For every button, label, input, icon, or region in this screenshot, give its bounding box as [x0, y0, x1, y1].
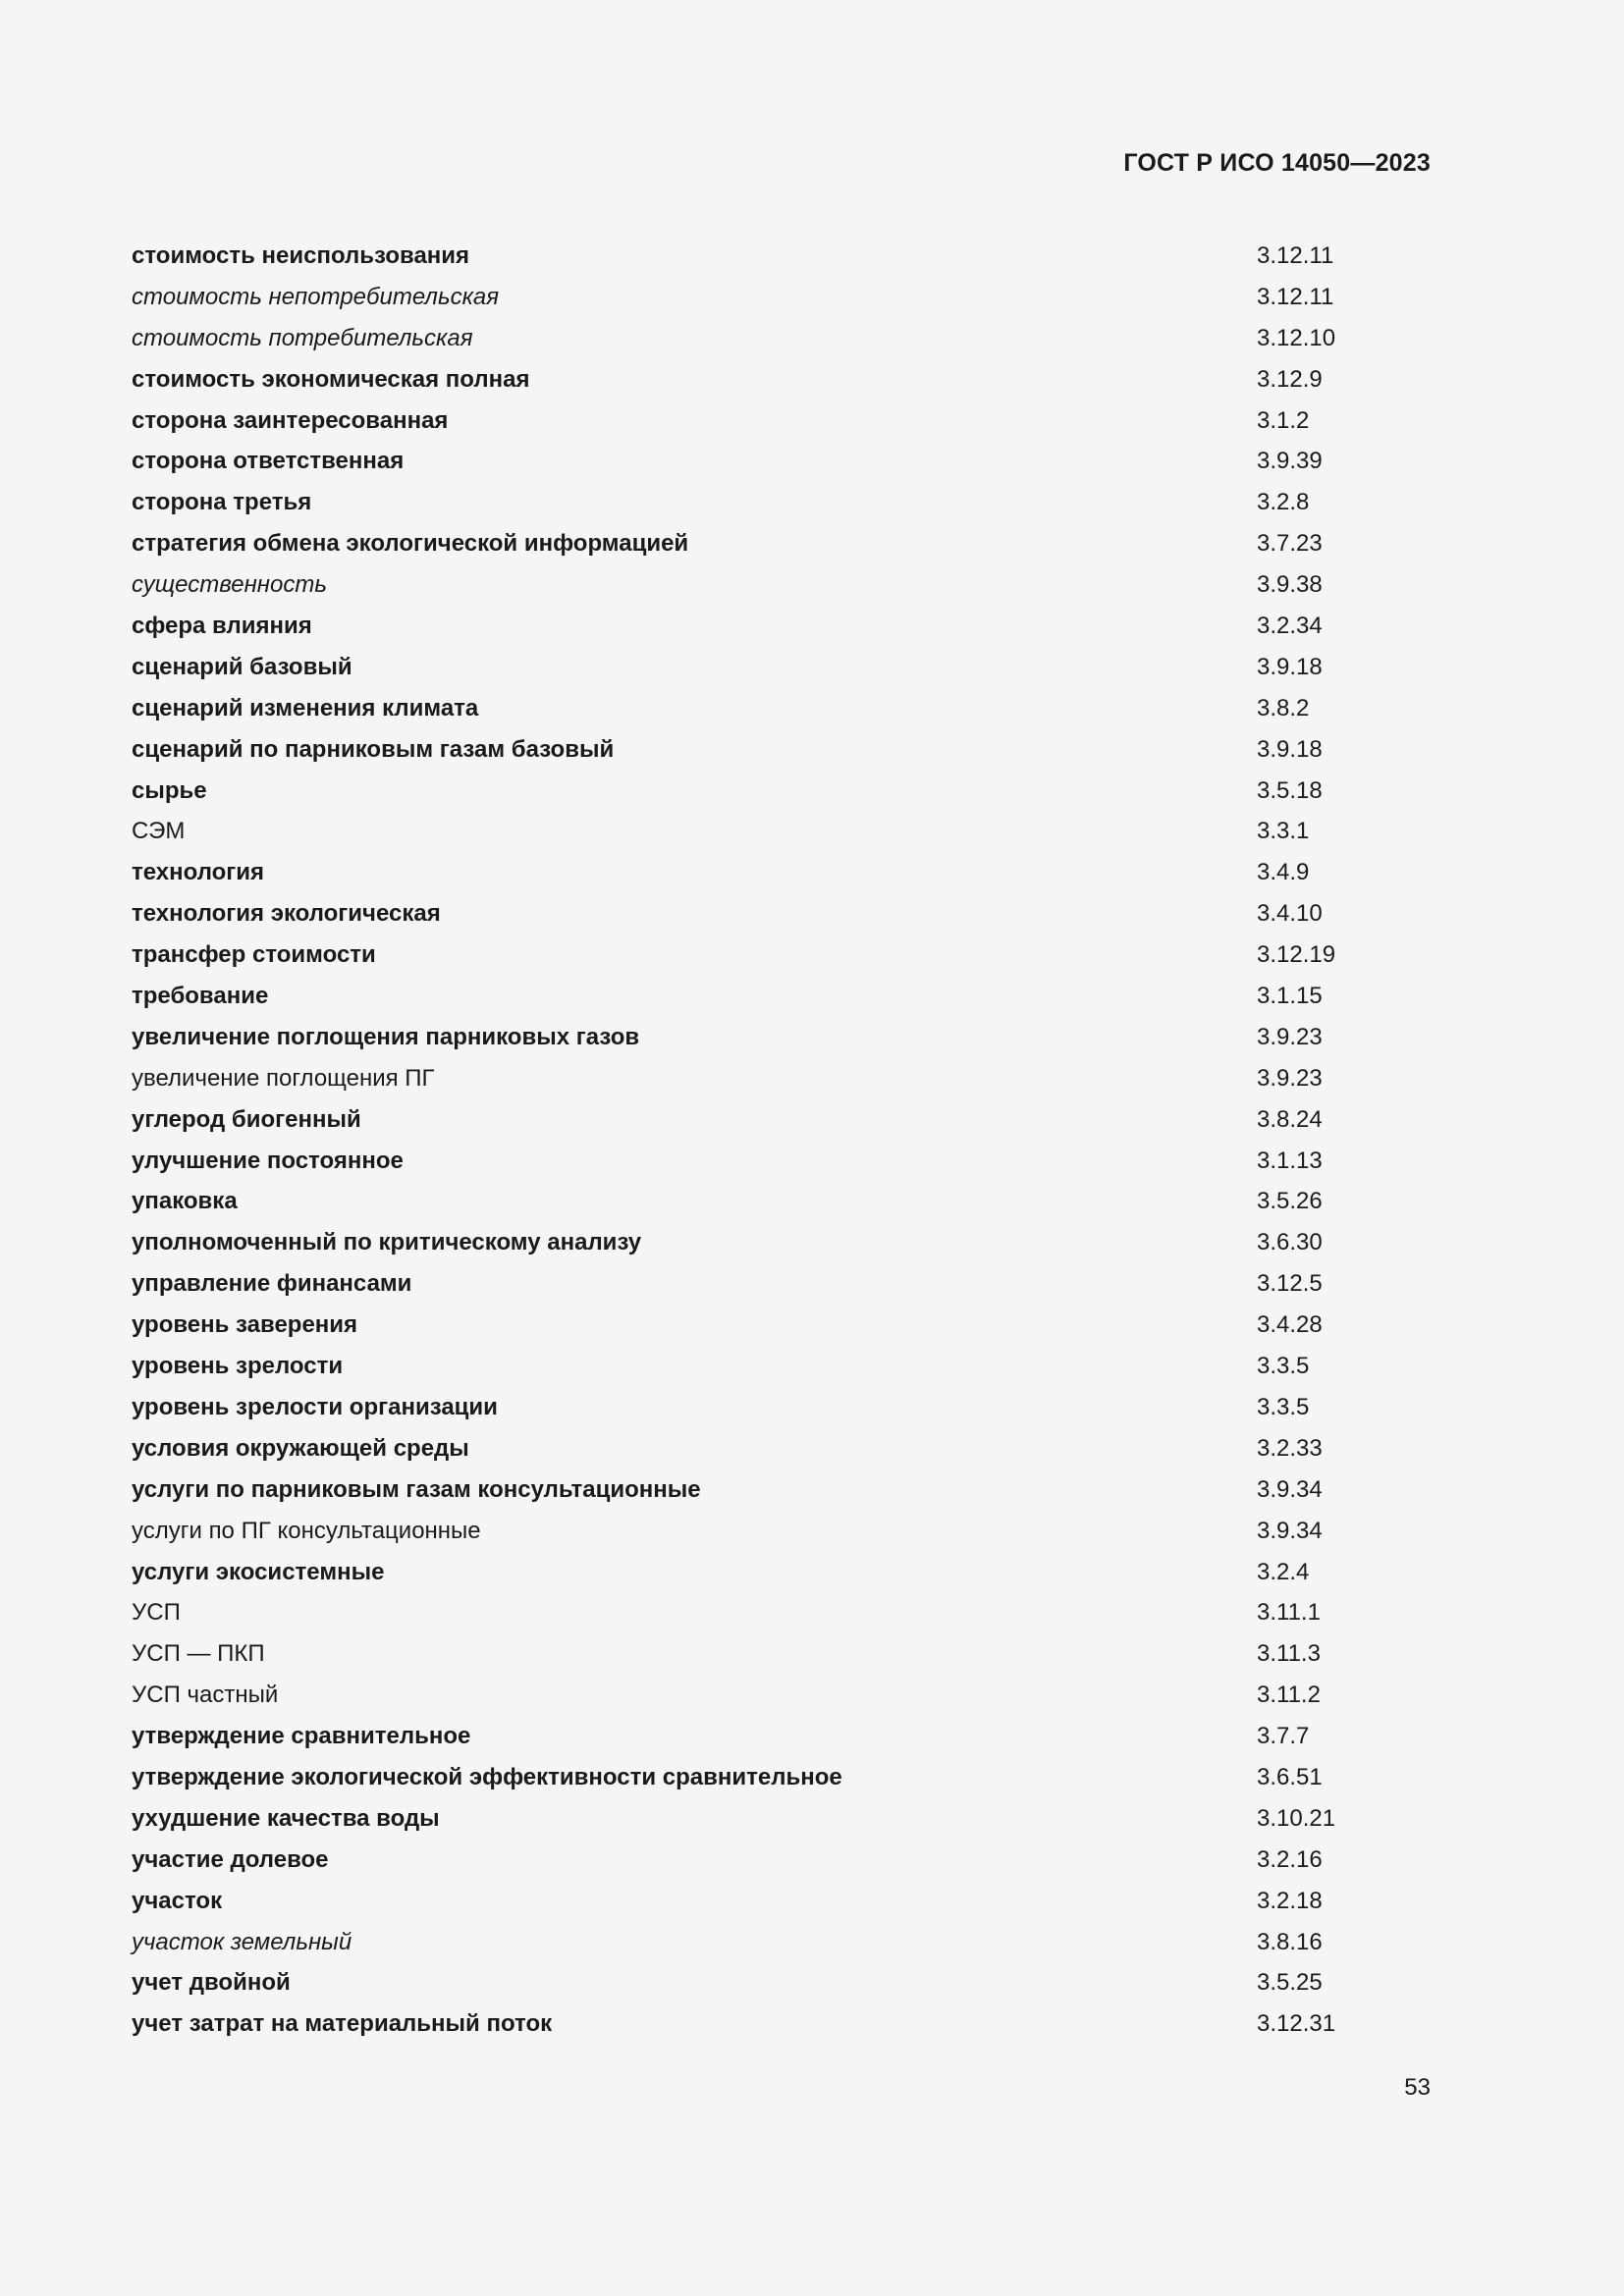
index-term: услуги по парниковым газам консультационные — [132, 1475, 701, 1503]
index-term: технология — [132, 859, 265, 886]
index-reference: 3.10.21 — [1257, 1804, 1336, 1832]
index-entry — [132, 1145, 1388, 1186]
index-entry — [132, 610, 1388, 651]
index-entry — [132, 1556, 1388, 1597]
index-term: уровень зрелости организации — [132, 1393, 498, 1420]
index-term: трансфер стоимости — [132, 941, 376, 969]
index-term: технология экологическая — [132, 900, 441, 928]
index-entry — [132, 1021, 1388, 1062]
index-term: условия окружающей среды — [132, 1434, 469, 1462]
index-entry — [132, 568, 1388, 610]
index-entry — [132, 980, 1388, 1021]
index-entry — [132, 404, 1388, 446]
index-reference: 3.1.2 — [1257, 406, 1310, 434]
index-entry — [132, 1679, 1388, 1720]
index-entry — [132, 938, 1388, 980]
index-reference: 3.8.2 — [1257, 694, 1310, 721]
index-term: учет двойной — [132, 1969, 291, 1997]
index-reference: 3.2.33 — [1257, 1434, 1323, 1462]
index-entry — [132, 1103, 1388, 1145]
index-term: учет затрат на материальный поток — [132, 2010, 553, 2038]
index-term: утверждение экологической эффективности сравнительное — [132, 1763, 842, 1790]
index-entry — [132, 1267, 1388, 1308]
index-term: стоимость экономическая полная — [132, 365, 530, 393]
index-reference: 3.4.9 — [1257, 859, 1310, 886]
index-term: УСП — [132, 1599, 181, 1627]
index-entry — [132, 1185, 1388, 1226]
index-term: ухудшение качества воды — [132, 1804, 440, 1832]
index-reference: 3.9.23 — [1257, 1023, 1323, 1050]
index-term: сырье — [132, 776, 207, 804]
index-term: требование — [132, 983, 269, 1010]
index-entry — [132, 1637, 1388, 1679]
index-reference: 3.5.26 — [1257, 1188, 1323, 1215]
index-term: уровень зрелости — [132, 1353, 344, 1380]
index-reference: 3.6.51 — [1257, 1763, 1323, 1790]
index-entry — [132, 1843, 1388, 1885]
index-term: сценарий по парниковым газам базовый — [132, 735, 615, 763]
index-reference: 3.12.11 — [1257, 283, 1334, 310]
index-entry — [132, 1720, 1388, 1761]
index-reference: 3.2.18 — [1257, 1887, 1323, 1914]
index-entry — [132, 322, 1388, 363]
index-entry — [132, 1226, 1388, 1267]
index-reference: 3.7.23 — [1257, 530, 1323, 558]
index-reference: 3.1.13 — [1257, 1147, 1323, 1174]
index-term: сторона третья — [132, 489, 312, 516]
index-term: участие долевое — [132, 1845, 329, 1873]
index-reference: 3.9.18 — [1257, 653, 1323, 680]
index-term: управление финансами — [132, 1270, 412, 1298]
index-reference: 3.12.11 — [1257, 242, 1334, 269]
index-reference: 3.11.3 — [1257, 1640, 1321, 1668]
index-reference: 3.9.34 — [1257, 1475, 1323, 1503]
index-entry — [132, 363, 1388, 404]
index-term: услуги экосистемные — [132, 1558, 385, 1585]
index-reference: 3.3.5 — [1257, 1353, 1310, 1380]
index-term: существенность — [132, 571, 327, 599]
index-term: стоимость непотребительская — [132, 283, 500, 310]
index-entry — [132, 1802, 1388, 1843]
index-term: стратегия обмена экологической информацией — [132, 530, 689, 558]
index-term: уполномоченный по критическому анализу — [132, 1229, 642, 1256]
index-term: УСП — ПКП — [132, 1640, 265, 1668]
index-entry — [132, 1432, 1388, 1473]
index-reference: 3.11.2 — [1257, 1682, 1321, 1709]
index-reference: 3.9.38 — [1257, 571, 1323, 599]
index-entry — [132, 281, 1388, 322]
index-reference: 3.3.5 — [1257, 1393, 1310, 1420]
index-reference: 3.12.31 — [1257, 2010, 1336, 2038]
index-reference: 3.12.10 — [1257, 324, 1336, 351]
index-entry — [132, 1966, 1388, 2007]
index-term: уровень заверения — [132, 1311, 358, 1339]
index-reference: 3.4.28 — [1257, 1311, 1323, 1339]
index-entry — [132, 1062, 1388, 1103]
index-entry — [132, 856, 1388, 897]
index-reference: 3.8.24 — [1257, 1105, 1323, 1133]
index-entry — [132, 1515, 1388, 1556]
index-entry — [132, 815, 1388, 856]
index-entry — [132, 1596, 1388, 1637]
index-entry — [132, 1473, 1388, 1515]
index-term: сфера влияния — [132, 613, 312, 640]
index-reference: 3.2.34 — [1257, 613, 1323, 640]
index-reference: 3.12.19 — [1257, 941, 1336, 969]
index-term: упаковка — [132, 1188, 238, 1215]
index-reference: 3.11.1 — [1257, 1599, 1321, 1627]
index-term: СЭМ — [132, 818, 186, 845]
index-term: сторона ответственная — [132, 448, 405, 475]
index-reference: 3.5.18 — [1257, 776, 1323, 804]
index-reference: 3.1.15 — [1257, 983, 1323, 1010]
page-number: 53 — [1404, 2074, 1431, 2101]
index-term: увеличение поглощения парниковых газов — [132, 1023, 640, 1050]
index-entry — [132, 651, 1388, 692]
index-term: стоимость неиспользования — [132, 242, 470, 269]
index-reference: 3.6.30 — [1257, 1229, 1323, 1256]
index-term: УСП частный — [132, 1682, 279, 1709]
index-term: улучшение постоянное — [132, 1147, 404, 1174]
index-entry — [132, 486, 1388, 527]
index-term: утверждение сравнительное — [132, 1723, 471, 1750]
index-entry — [132, 774, 1388, 816]
index-reference: 3.4.10 — [1257, 900, 1323, 928]
index-term: увеличение поглощения ПГ — [132, 1064, 435, 1092]
index-term: сценарий базовый — [132, 653, 352, 680]
index-reference: 3.2.4 — [1257, 1558, 1310, 1585]
index-entry — [132, 733, 1388, 774]
index-reference: 3.9.39 — [1257, 448, 1323, 475]
index-term: сценарий изменения климата — [132, 694, 479, 721]
index-term: участок земельный — [132, 1928, 352, 1955]
index-term: углерод биогенный — [132, 1105, 361, 1133]
index-entry — [132, 897, 1388, 938]
index-entry — [132, 445, 1388, 486]
index-reference: 3.3.1 — [1257, 818, 1310, 845]
index-reference: 3.7.7 — [1257, 1723, 1310, 1750]
index-entry — [132, 527, 1388, 568]
index-entry — [132, 692, 1388, 733]
index-entry — [132, 1391, 1388, 1432]
index-entry — [132, 1885, 1388, 1926]
index-reference: 3.9.18 — [1257, 735, 1323, 763]
index-reference: 3.9.23 — [1257, 1064, 1323, 1092]
index-term: сторона заинтересованная — [132, 406, 449, 434]
document-header: ГОСТ Р ИСО 14050—2023 — [1123, 149, 1431, 177]
index-reference: 3.2.16 — [1257, 1845, 1323, 1873]
index-reference: 3.12.9 — [1257, 365, 1323, 393]
index-term: стоимость потребительская — [132, 324, 473, 351]
index-entry — [132, 1761, 1388, 1802]
index-term: услуги по ПГ консультационные — [132, 1517, 481, 1544]
index-entry — [132, 1308, 1388, 1350]
term-index-list — [132, 240, 1388, 2049]
index-reference: 3.5.25 — [1257, 1969, 1323, 1997]
index-term: участок — [132, 1887, 223, 1914]
index-reference: 3.8.16 — [1257, 1928, 1323, 1955]
index-entry — [132, 240, 1388, 281]
index-reference: 3.9.34 — [1257, 1517, 1323, 1544]
index-entry — [132, 1926, 1388, 1967]
index-entry — [132, 1350, 1388, 1391]
index-entry — [132, 2007, 1388, 2049]
index-reference: 3.12.5 — [1257, 1270, 1323, 1298]
index-reference: 3.2.8 — [1257, 489, 1310, 516]
